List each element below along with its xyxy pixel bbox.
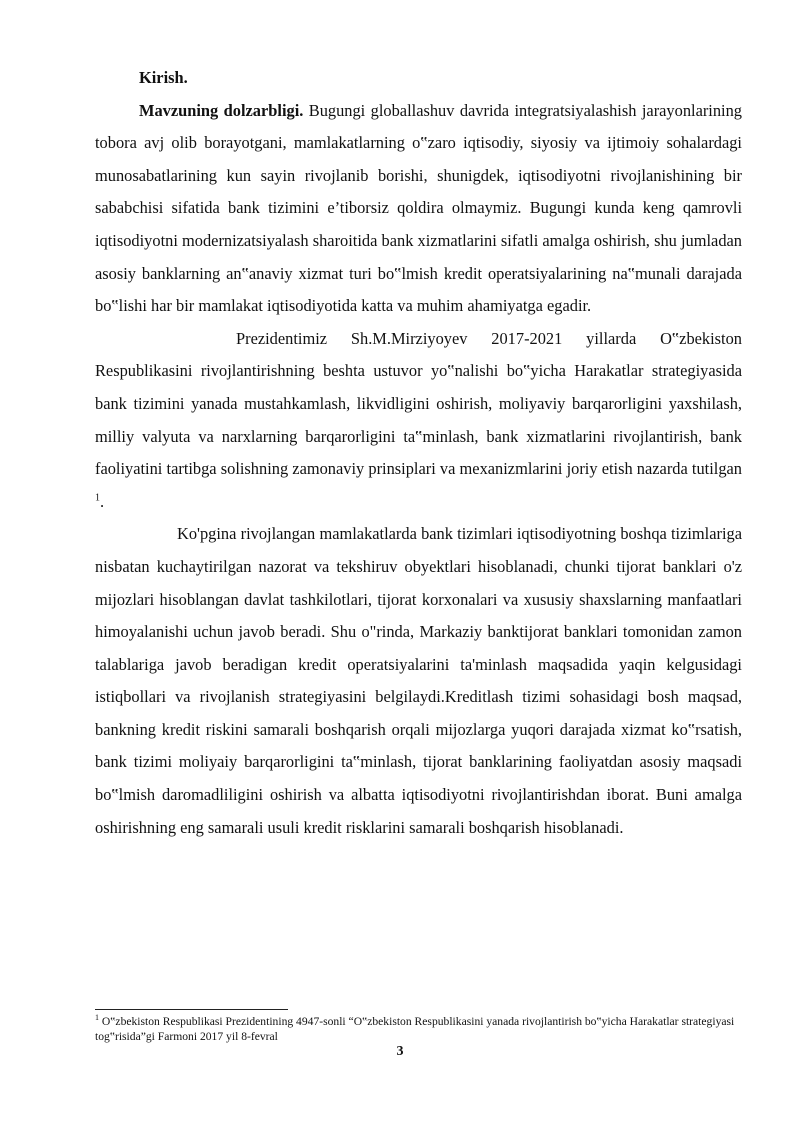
- paragraph-text: Ko'pgina rivojlangan mamlakatlarda bank tizimlari iqtisodiyotning boshqa tizimlariga nisbatan kuchaytirilgan nazorat va tekshiruv obyektlari hisoblanadi, chunki tijorat banklari o'z mijozlari hisoblangan davlat tashkilotlari, tijorat korxonalari va xususiy shaxslarning manfaatlari himoyalanishi uchun javob beradi. Shu o"rinda, Markaziy banktijorat banklari tomonidan zamon talablariga javob beradigan kredit operatsiyalarini ta'minlash maqsadida yaqin kelgusidagi istiqbollari va rivojlanish strategiyasini belgilaydi.Kreditlash tizimi sohasidagi bosh maqsad, bankning kredit riskini samarali boshqarish orqali mijozlarga yuqori darajada xizmat ko‟rsatish, bank tizimi moliyaiy barqarorligini ta‟minlash, tijorat banklarining faoliyatdan asosiy maqsadi bo‟lmish daromadliligini oshirish va albatta iqtisodiyotni rivojlantirishdan iborat. Buni amalga oshirishning eng samarali usuli kredit risklarini samarali boshqarish hisoblanadi.: [95, 524, 742, 837]
- page-number: 3: [396, 1044, 404, 1059]
- paragraph-text: Bugungi globallashuv davrida integratsiyalashish jarayonlarining tobora avj olib borayotgani, mamlakatlarning o‟zaro iqtisodiy, siyosiy va ijtimoiy sohalardagi munosabatlarining kun sayin rivojlanib borishi, shunigdek, iqtisodiyotni rivojlanishining bir sababchisi sifatida bank tizimini e’tiborsiz qoldira olmaymiz. Bugungi kunda keng qamrovli iqtisodiyotni modernizatsiyalash sharoitida bank xizmatlarini sifatli amalga oshirish, shu jumladan asosiy banklarning an‟anaviy xizmat turi bo‟lmish kredit operatsiyalarining na‟munali darajada bo‟lishi har bir mamlakat iqtisodiyotida katta va muhim ahamiyatga egadir.: [95, 100, 742, 316]
- footnote-marker: 1: [95, 1013, 99, 1023]
- paragraph-banking-systems: [95, 518, 742, 844]
- paragraph-strategy: [95, 323, 742, 519]
- paragraph-end: .: [100, 491, 105, 511]
- footnote-reference[interactable]: 1: [95, 492, 100, 504]
- body-text: [95, 62, 742, 844]
- paragraph-lead: Mavzuning dolzarbligi.: [139, 100, 304, 120]
- footnote-separator: [95, 1009, 288, 1010]
- paragraph-text: Prezidentimiz Sh.M.Mirziyoyev 2017-2021 yillarda O‟zbekiston Respublikasini rivojlantirishning beshta ustuvor yo‟nalishi bo‟yicha Harakatlar strategiyasida bank tizimini yanada mustahkamlash, likvidligini oshirish, moliyaviy barqarorligini yaxshilash, milliy valyuta va narxlarning barqarorligini ta‟minlash, bank xizmatlarini rivojlantirish, bank faoliyatini tartibga solishning zamonaviy prinsiplari va mexanizmlarini joriy etish nazarda tutilgan: [95, 328, 742, 479]
- paragraph-relevance: [95, 95, 742, 323]
- section-heading: Kirish.: [139, 68, 188, 87]
- footnote-text: O‟zbekiston Respublikasi Prezidentining 4947-sonli “O‟zbekiston Respublikasini yanada rivojlantirish bo‟yicha Harakatlar strategiyasi tog‟risida”gi Farmoni 2017 yil 8-fevral: [95, 1015, 735, 1043]
- footnote: [95, 1014, 742, 1044]
